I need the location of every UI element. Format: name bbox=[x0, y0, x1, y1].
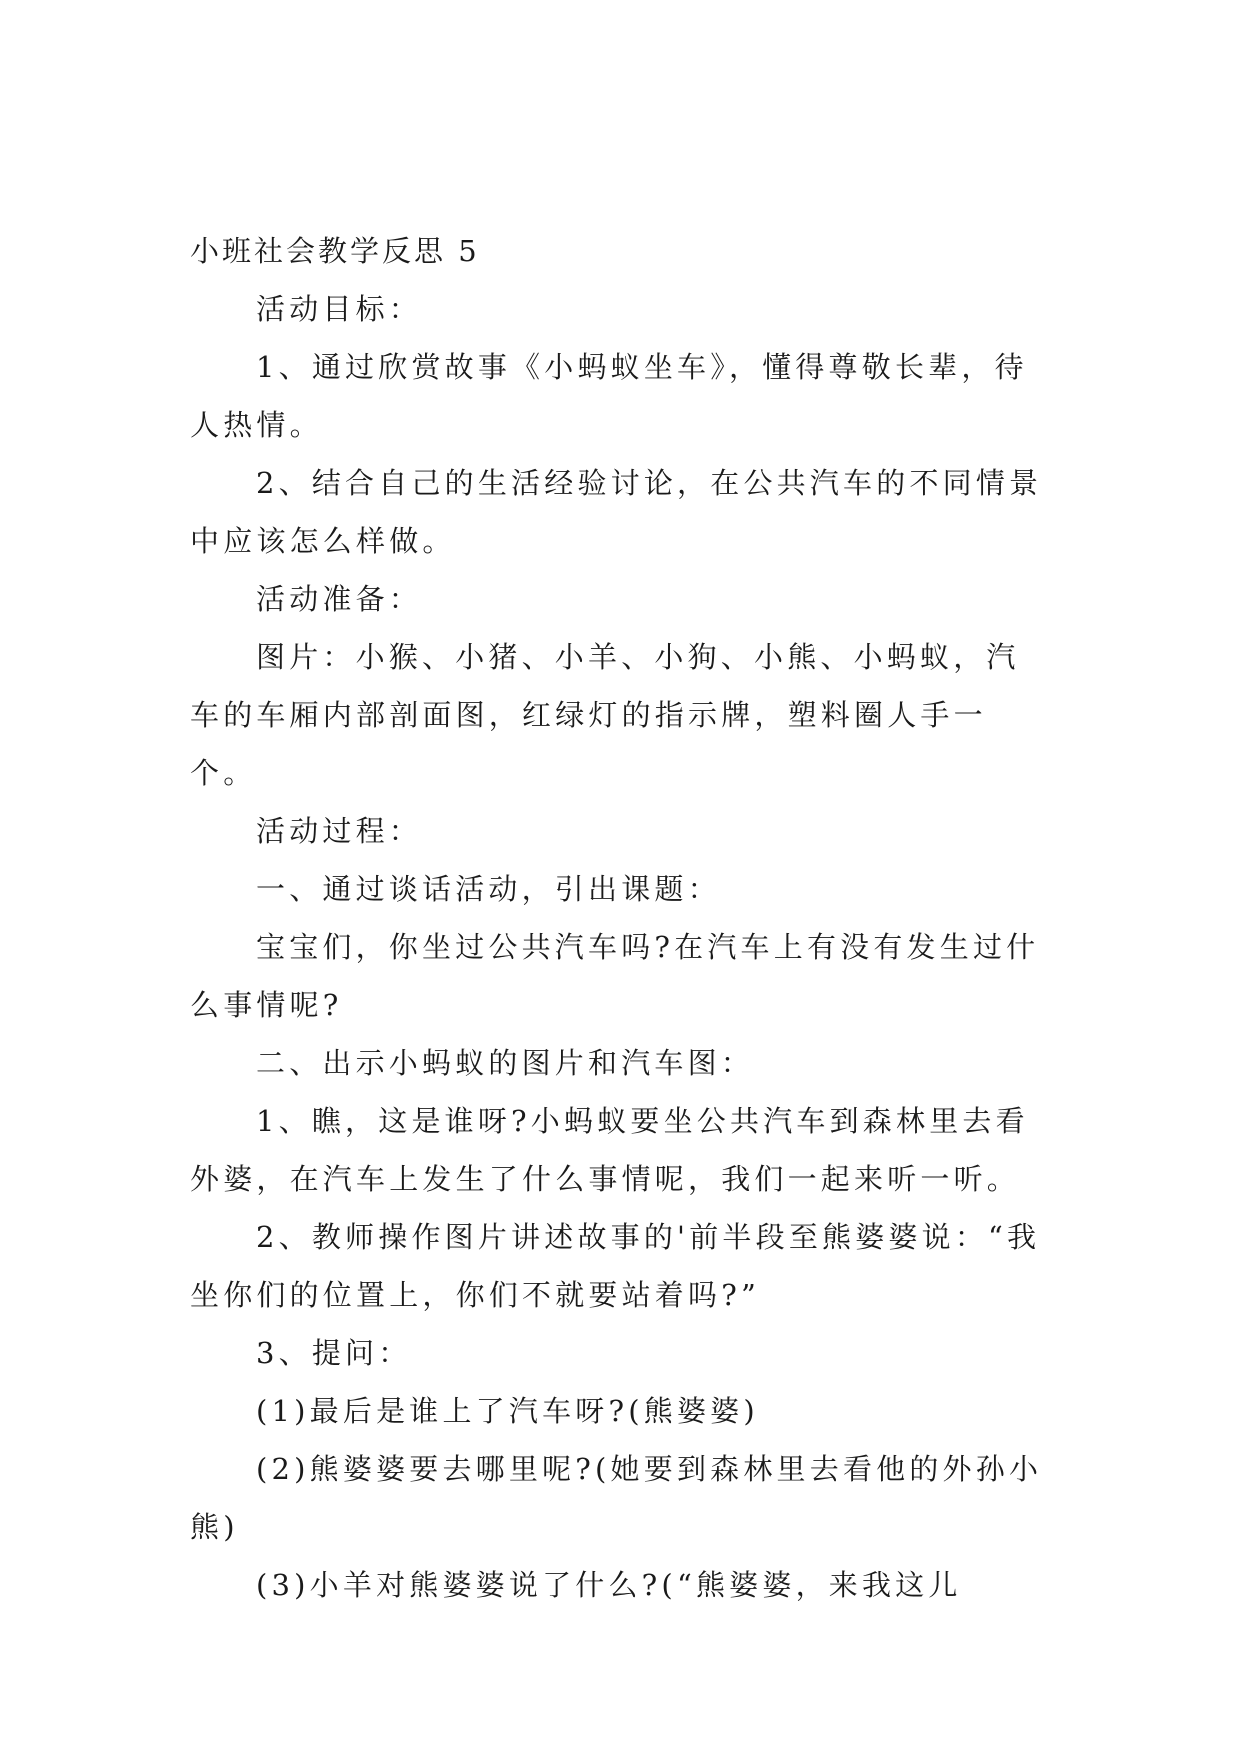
question-2: (2)熊婆婆要去哪里呢?(她要到森林里去看他的外孙小熊) bbox=[190, 1452, 1043, 1544]
activity-process-heading: 活动过程： bbox=[256, 814, 423, 848]
activity-preparation-heading: 活动准备： bbox=[256, 582, 423, 616]
process-step-2-item-2: 2、教师操作图片讲述故事的'前半段至熊婆婆说：“我坐你们的位置上，你们不就要站着吗?” bbox=[190, 1220, 1041, 1312]
question-3: (3)小羊对熊婆婆说了什么?(“熊婆婆，来我这儿 bbox=[256, 1568, 962, 1602]
process-step-2: 二、出示小蚂蚁的图片和汽车图： bbox=[256, 1046, 755, 1080]
goal-item-1: 1、通过欣赏故事《小蚂蚁坐车》，懂得尊敬长辈，待人热情。 bbox=[190, 350, 1028, 442]
activity-goal-heading: 活动目标： bbox=[256, 292, 423, 326]
goal-item-2: 2、结合自己的生活经验讨论，在公共汽车的不同情景中应该怎么样做。 bbox=[190, 466, 1043, 558]
process-step-2-item-1: 1、瞧，这是谁呀?小蚂蚁要坐公共汽车到森林里去看外婆，在汽车上发生了什么事情呢，我们一起来听一听。 bbox=[190, 1104, 1029, 1196]
question-1: (1)最后是谁上了汽车呀?(熊婆婆) bbox=[256, 1394, 759, 1428]
process-step-2-item-3: 3、提问： bbox=[256, 1336, 412, 1370]
document-title: 小班社会教学反思 5 bbox=[190, 234, 480, 268]
process-step-1-question: 宝宝们，你坐过公共汽车吗?在汽车上有没有发生过什么事情呢? bbox=[190, 930, 1040, 1022]
preparation-materials: 图片：小猴、小猪、小羊、小狗、小熊、小蚂蚁，汽车的车厢内部剖面图，红绿灯的指示牌，塑料圈人手一个。 bbox=[190, 640, 1020, 790]
document-body bbox=[190, 222, 1050, 1614]
process-step-1: 一、通过谈话活动，引出课题： bbox=[256, 872, 721, 906]
